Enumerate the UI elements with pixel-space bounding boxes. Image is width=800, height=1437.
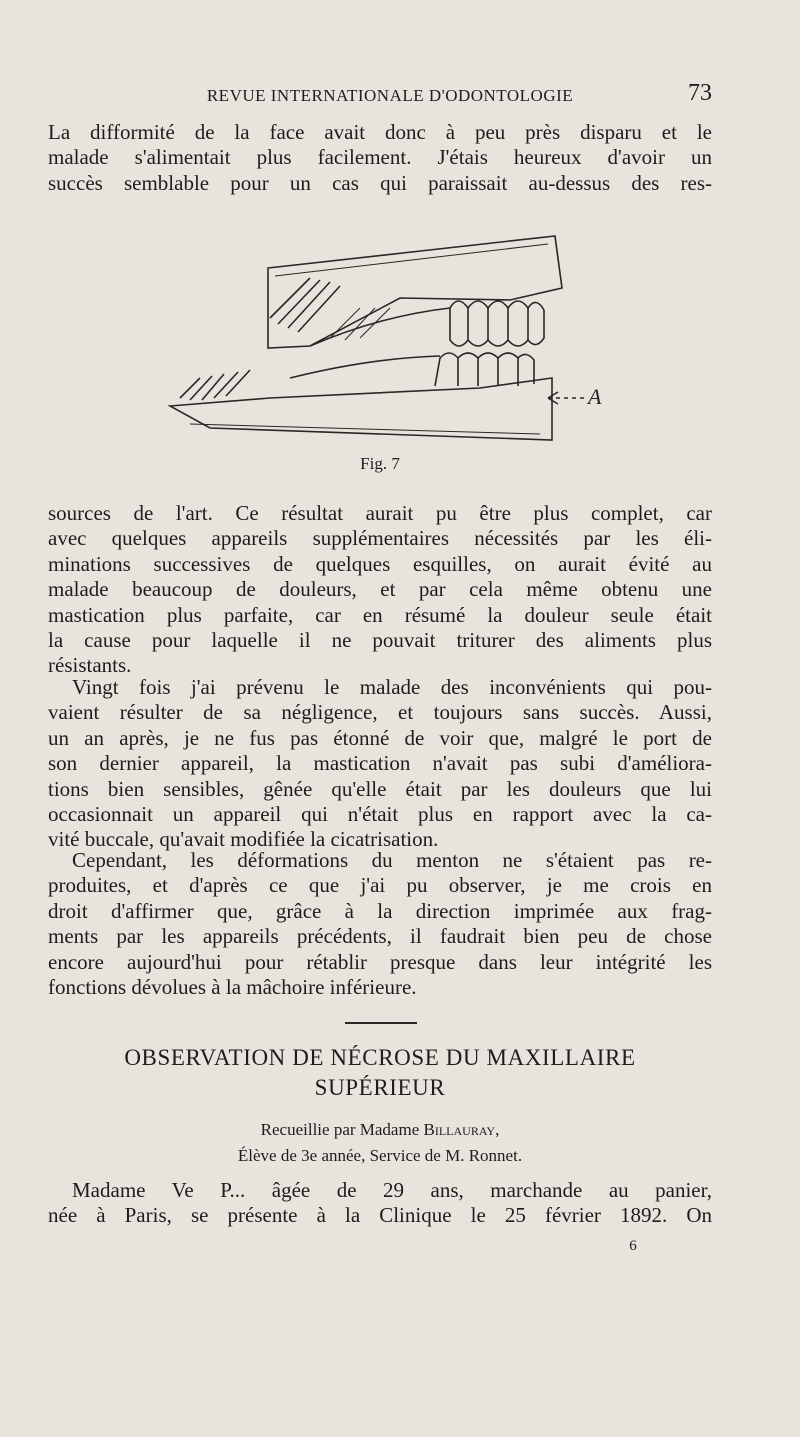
text-line: succès semblable pour un cas qui paraissait au-dessus des res- [48, 170, 712, 195]
paragraph-2 [48, 501, 712, 679]
byline-detail: Élève de 3e année, Service de M. Ronnet. [237, 1146, 523, 1165]
section-title-line-2: SUPÉRIEUR [314, 1075, 446, 1100]
section-title: OBSERVATION DE NÉCROSE DU MAXILLAIRE [124, 1045, 636, 1070]
text-line: minations successives de quelques esquilles, on aurait évité au [48, 551, 712, 576]
text-line: Cependant, les déformations du menton ne s'étaient pas re- [72, 848, 712, 872]
text-line: la cause pour laquelle il ne pouvait triturer des aliments plus [48, 628, 712, 653]
text-line: occasionnait un appareil qui n'était plus en rapport avec la ca- [48, 802, 712, 827]
section-divider [345, 1022, 417, 1024]
author-name: Billauray, [423, 1120, 500, 1139]
text-line: sources de l'art. Ce résultat aurait pu être plus complet, car [48, 501, 712, 525]
byline [150, 1120, 610, 1140]
text-line: encore aujourd'hui pour rétablir presque dans leur intégrité les [48, 949, 712, 974]
text-line: vité buccale, qu'avait modifiée la cicatrisation. [48, 827, 439, 852]
text-line: née à Paris, se présente à la Clinique le 25 février 1892. On [48, 1203, 712, 1228]
dental-appliance-illustration [150, 228, 610, 446]
figure-caption: Fig. 7 [360, 454, 400, 473]
text-line: malade beaucoup de douleurs, et par cela même obtenu une [48, 577, 712, 602]
text-line: mastication plus parfaite, car en résumé la douleur seule était [48, 602, 712, 627]
text-line: La difformité de la face avait donc à peu près disparu et le [48, 120, 712, 144]
running-head: REVUE INTERNATIONALE D'ODONTOLOGIE [206, 86, 574, 105]
text-line: Vingt fois j'ai prévenu le malade des inconvénients qui pou- [72, 675, 712, 699]
printer-signature-mark: 6 [629, 1238, 637, 1254]
text-line: Madame Ve P... âgée de 29 ans, marchande au panier, [72, 1178, 712, 1202]
text-line: ments par les appareils précédents, il faudrait bien peu de chose [48, 924, 712, 949]
text-line: résistants. [48, 653, 132, 678]
text-line: tions bien sensibles, gênée qu'elle était par les douleurs que lui [48, 776, 712, 801]
text-line: malade s'alimentait plus facilement. J'étais heureux d'avoir un [48, 145, 712, 170]
paragraph-3 [48, 675, 712, 853]
text-line: fonctions dévolues à la mâchoire inférieure. [48, 975, 417, 1000]
text-line: droit d'affirmer que, grâce à la direction imprimée aux frag- [48, 898, 712, 923]
text-line: vaient résulter de sa négligence, et toujours sans succès. Aussi, [48, 700, 712, 725]
figure-label-a: A [588, 384, 602, 409]
byline-prefix: Recueillie par Madame [260, 1120, 420, 1139]
text-line: son dernier appareil, la mastication n'avait pas subi d'améliora- [48, 751, 712, 776]
paragraph-4 [48, 848, 712, 1000]
text-line: avec quelques appareils supplémentaires nécessités par les éli- [48, 526, 712, 551]
text-line: produites, et d'après ce que j'ai pu observer, je me crois en [48, 873, 712, 898]
text-line: un an après, je ne fus pas étonné de voir que, malgré le port de [48, 725, 712, 750]
page-number: 73 [688, 80, 712, 106]
paragraph-5 [48, 1178, 712, 1229]
paragraph-1 [48, 120, 712, 196]
